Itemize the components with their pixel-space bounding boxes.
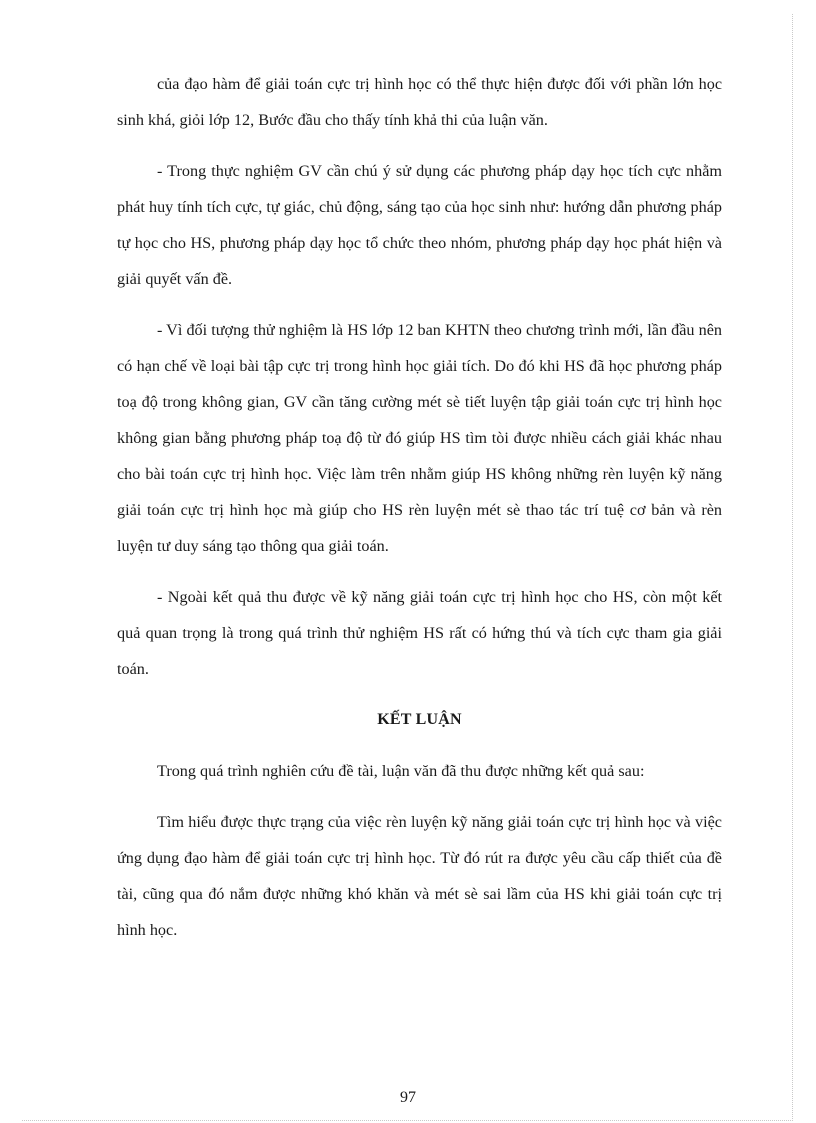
section-heading-conclusion: KẾT LUẬN — [377, 711, 462, 728]
paragraph-gap — [117, 297, 722, 312]
paragraph-results: - Ngoài kết quả thu được về kỹ năng giải toán cực trị hình học cho HS, còn một kết quả quan trọng là trong quá trình thử nghiệm HS rất có hứng thú và tích cực tham gia giải toán. — [117, 588, 722, 678]
paragraph-teaching-methods: - Trong thực nghiệm GV cần chú ý sử dụng các phương pháp dạy học tích cực nhằm phát huy tính tích cực, tự giác, chủ động, sáng tạo của học sinh như: hướng dẫn phương pháp tự học cho HS, phương pháp dạy học tổ chức theo nhóm, phương pháp dạy học phát hiện và giải quyết vấn đề. — [117, 162, 722, 288]
paragraph-gap — [117, 789, 722, 804]
paragraph-conclusion-findings: Tìm hiểu được thực trạng của việc rèn luyện kỹ năng giải toán cực trị hình học và việc ứng dụng đạo hàm để giải toán cực trị hình học. Từ đó rút ra được yêu cầu cấp thiết của đề tài, cũng qua đó nắm được những khó khăn và mét sè sai lầm của HS khi giải toán cực trị hình học. — [117, 813, 722, 939]
paragraph-gap — [117, 738, 722, 753]
paragraph-gap — [117, 564, 722, 579]
paragraph-gap — [117, 138, 722, 153]
paragraph-experiment-subjects: - Vì đối tượng thử nghiệm là HS lớp 12 ban KHTN theo chương trình mới, lần đầu nên có hạn chế về loại bài tập cực trị trong hình học giải tích. Do đó khi HS đã học phương pháp toạ độ trong không gian, GV cần tăng cường mét sè tiết luyện tập giải toán cực trị hình học không gian bằng phương pháp toạ độ từ đó giúp HS tìm tòi được nhiều cách giải khác nhau cho bài toán cực trị hình học. Việc làm trên nhằm giúp HS không những rèn luyện kỹ năng giải toán cực trị hình học mà giúp cho HS rèn luyện mét sè thao tác trí tuệ cơ bản và rèn luyện tư duy sáng tạo thông qua giải toán. — [117, 321, 722, 555]
paragraph-feasibility: của đạo hàm để giải toán cực trị hình học có thể thực hiện được đối với phần lớn học sinh khá, giỏi lớp 12, Bước đầu cho thấy tính khả thi của luận văn. — [117, 75, 722, 129]
paragraph-gap — [117, 687, 722, 702]
page-number: 97 — [400, 1089, 416, 1106]
document-body — [117, 66, 722, 948]
paragraph-conclusion-intro: Trong quá trình nghiên cứu đề tài, luận văn đã thu được những kết quả sau: — [157, 762, 645, 780]
